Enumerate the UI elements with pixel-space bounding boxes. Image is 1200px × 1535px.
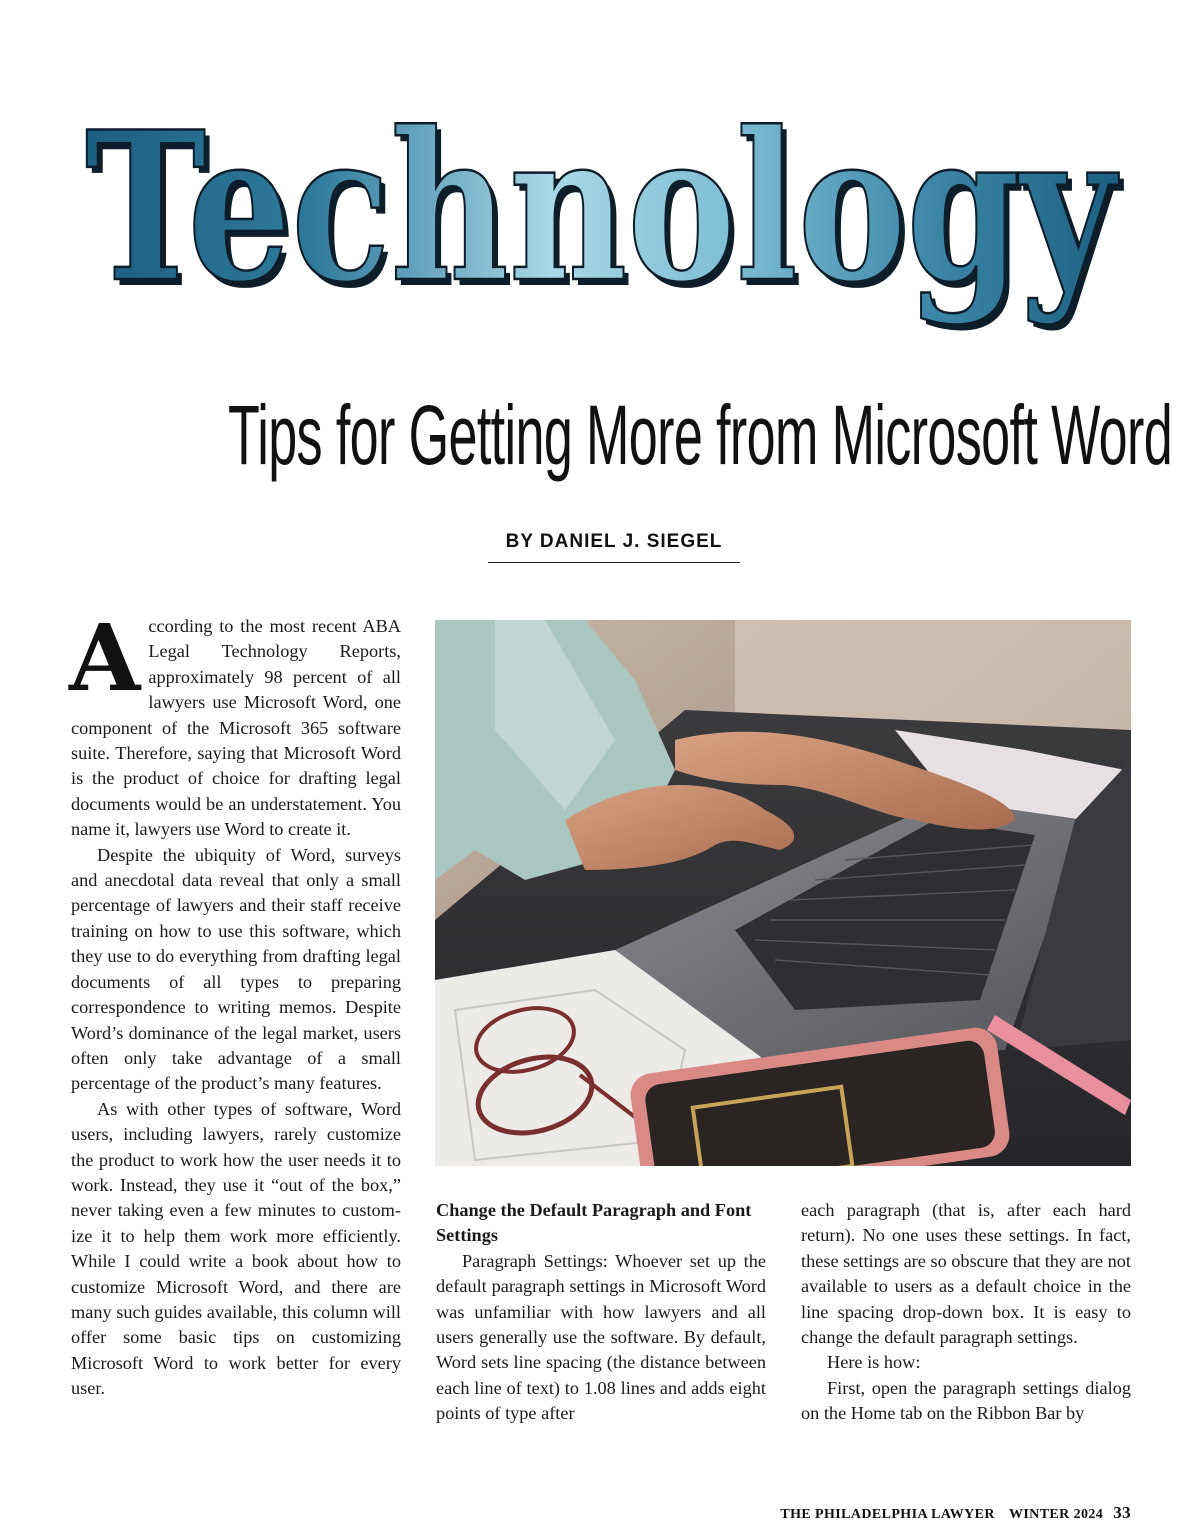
body-paragraph: First, open the paragraph settings dialog on the Home tab on the Ribbon Bar by — [801, 1377, 1131, 1424]
publication-name: THE PHILADELPHIA LAWYER — [780, 1507, 995, 1522]
body-paragraph: Despite the ubiquity of Word, surveys and anecdotal data reveal that only a small percentage of lawyers and their staff receive training on how to use this software, which they use to do everything from drafting legal documents of all types to preparing correspondence to writing memos. Despite Word’s dominance of the legal market, users often only take advantage of a small percentage of the product’s many features. — [71, 844, 401, 1094]
page-number: 33 — [1113, 1503, 1131, 1522]
section-title-text: Technology — [85, 95, 1120, 328]
section-title — [0, 95, 1200, 345]
body-paragraph: each paragraph (that is, after each hard return). No one uses these settings. In fact, these settings are so obscure that they are not available to users as a default choice in the line spacing drop-down box. It is easy to change the default paragraph settings. — [801, 1200, 1131, 1348]
lead-paragraph-text: ccording to the most recent ABA Legal Technology Reports, approximately 98 percent of all lawyers use Microsoft Word, one component of the Microsoft 365 software suite. Therefore, saying that Microsoft Word is the product of choice for drafting legal documents would be an understatement. You name it, lawyers use Word to create it. — [71, 616, 401, 840]
lead-paragraph — [69, 604, 401, 843]
issue-date: WINTER 2024 — [1008, 1507, 1104, 1522]
body-paragraph: Here is how: — [827, 1352, 921, 1373]
left-column — [69, 604, 401, 1402]
page-footer — [780, 1503, 1131, 1523]
body-paragraph: As with other types of software, Word users, including lawyers, rarely customize the product to work how the user needs it to work. Instead, they use it “out of the box,” never taking even a few minutes to customize it to help them work more efficiently. While I could write a book about how to customize Microsoft Word, and there are many such guides available, this column will offer some basic tips on customizing Microsoft Word to work better for every user. — [71, 1098, 401, 1399]
subheading: Change the Default Paragraph and Font Settings — [436, 1200, 752, 1246]
drop-cap: A — [69, 604, 141, 712]
middle-column — [436, 1198, 766, 1427]
headline: Tips for Getting More from Microsoft Word — [228, 388, 1173, 482]
section-title-shadow: Technology — [90, 95, 1125, 334]
article-photo — [435, 620, 1131, 1166]
body-paragraph: Paragraph Settings: Whoever set up the default paragraph settings in Microsoft Word was unfamiliar with how lawyers and all users generally use the software. By default, Word sets line spacing (the distance between each line of text) to 1.08 lines and adds eight points of type after — [436, 1250, 766, 1424]
byline: BY DANIEL J. SIEGEL — [488, 531, 740, 563]
right-column — [801, 1198, 1131, 1427]
